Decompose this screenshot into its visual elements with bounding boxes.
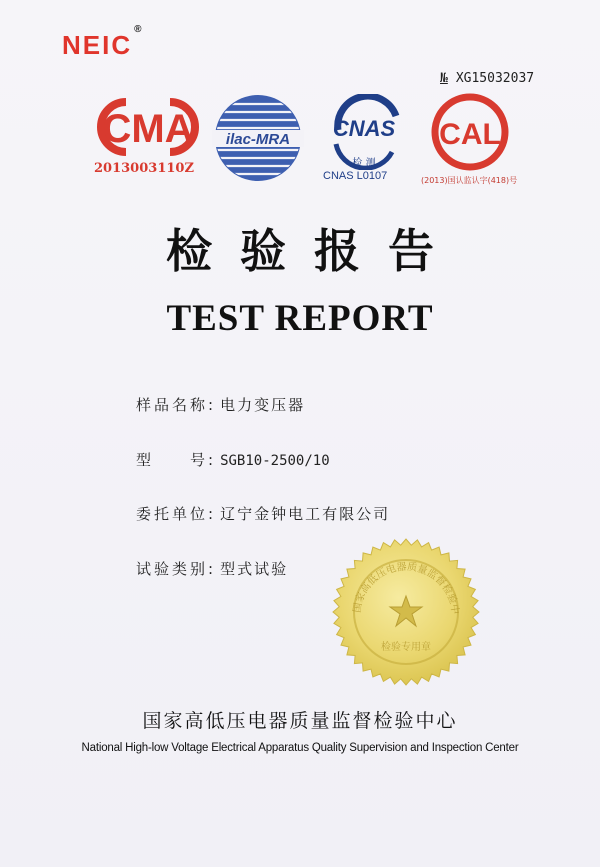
cma-code: 2013003110Z [94,161,194,176]
sample-name-label: 样品名称: [136,396,217,414]
cal-logo-text: CAL [439,118,501,151]
ilac-mra-logo-icon [212,92,304,184]
sample-name-row [136,394,305,415]
cal-logo-icon [428,92,512,172]
cal-code: (2013)国认监认字(418)号 [421,176,518,185]
cma-logo-text: CMA [102,107,194,151]
cnas-sub-text: 检 测 [352,158,376,169]
sample-name-value: 电力变压器 [220,396,306,414]
test-type-label: 试验类别: [136,560,217,578]
organization-name-english: National High-low Voltage Electrical Apparatus Quality Supervision and Inspection Center [81,742,519,754]
report-number-value: XG15032037 [455,71,535,86]
seal-ring-text: 国家高低压电器质量监督检验中 [351,561,461,616]
report-number [440,71,534,86]
client-row [136,503,390,524]
model-label: 型 号: [136,451,217,469]
model-row [136,449,330,470]
model-value: SGB10-2500/10 [220,453,330,469]
cnas-logo-text: CNAS [332,116,396,141]
client-value: 辽宁金钟电工有限公司 [220,505,391,523]
test-type-value: 型式试验 [220,560,289,578]
report-title-chinese: 检验报告 [166,224,462,278]
cnas-code: CNAS L0107 [323,170,388,182]
neic-brand: NEIC [62,30,133,60]
test-type-row [136,558,288,579]
cma-logo-icon [96,96,200,158]
ilac-logo-text: ilac-MRA [225,131,291,148]
neic-logo [62,24,144,61]
gold-seal-stamp [330,536,482,692]
client-label: 委托单位: [136,505,217,523]
report-number-label: № [440,71,448,86]
registered-mark: ® [134,24,144,35]
organization-name-chinese: 国家高低压电器质量监督检验中心 [142,710,458,732]
cnas-logo-icon [318,94,410,170]
report-title-english: TEST REPORT [166,298,434,339]
seal-center-text: 检验专用章 [381,642,431,653]
